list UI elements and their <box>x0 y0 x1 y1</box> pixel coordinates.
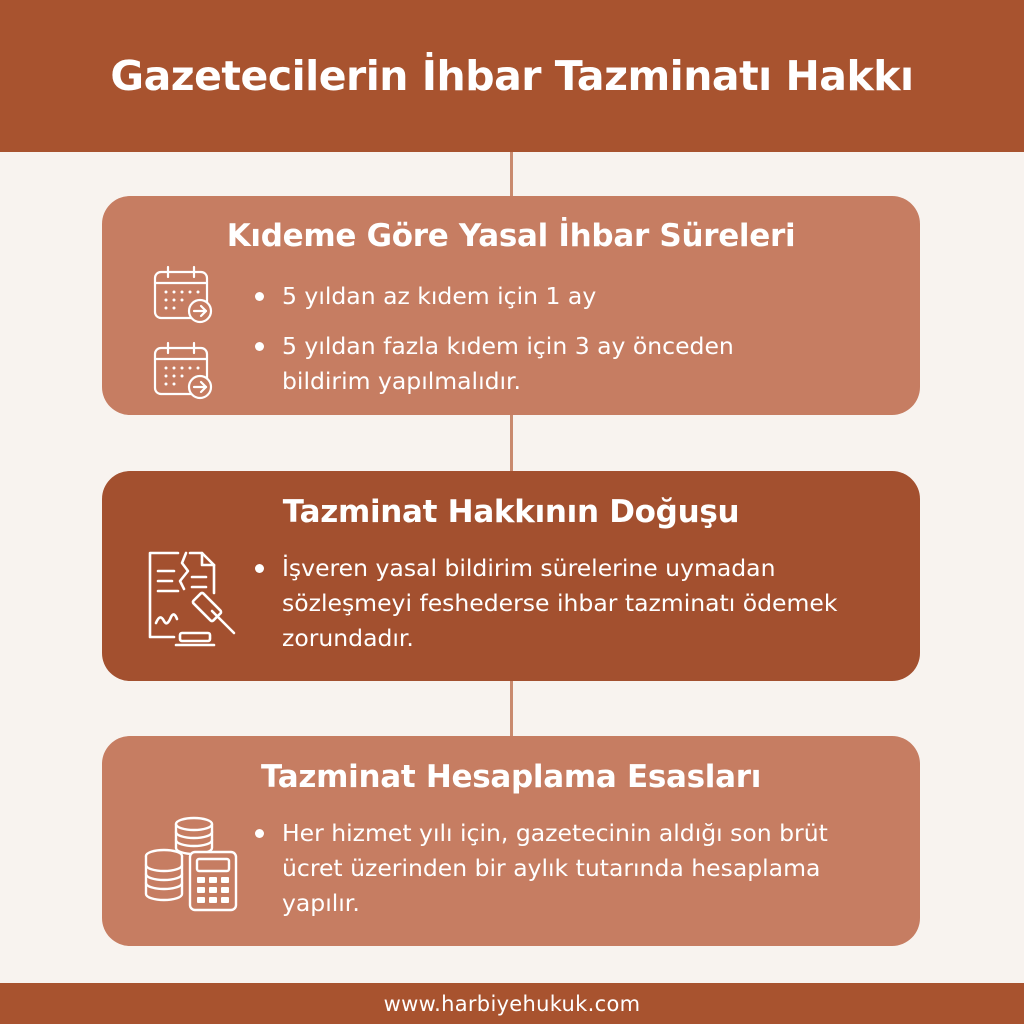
section-card-notice-periods <box>102 196 920 415</box>
section-title: Tazminat Hakkının Doğuşu <box>282 494 740 530</box>
list-item: 5 yıldan az kıdem için 1 ay <box>252 279 812 314</box>
calendar-arrow-icon <box>152 264 216 328</box>
page-title: Gazetecilerin İhbar Tazminatı Hakkı <box>110 52 914 100</box>
footer-bar <box>0 983 1024 1024</box>
list-item: 5 yıldan fazla kıdem için 3 ay önceden bildirim yapılmalıdır. <box>252 329 812 399</box>
calendar-arrow-icon <box>152 340 216 404</box>
torn-contract-gavel-icon <box>142 549 242 649</box>
connector-line-2 <box>510 415 513 471</box>
connector-line-1 <box>510 152 513 196</box>
list-item: Her hizmet yılı için, gazetecinin aldığı son brüt ücret üzerinden bir aylık tutarında hesaplama yapılır. <box>252 816 872 921</box>
list-item: İşveren yasal bildirim sürelerine uymadan sözleşmeyi feshederse ihbar tazminatı ödemek zorundadır. <box>252 551 892 656</box>
section-card-calculation-basis <box>102 736 920 946</box>
footer-url[interactable]: www.harbiyehukuk.com <box>383 991 641 1016</box>
coins-calculator-icon <box>142 814 242 914</box>
bullet-list <box>252 816 872 936</box>
header-banner <box>0 0 1024 152</box>
bullet-list <box>252 551 892 671</box>
connector-line-3 <box>510 681 513 736</box>
section-title: Tazminat Hesaplama Esasları <box>260 759 762 795</box>
bullet-list <box>252 279 812 414</box>
section-title: Kıdeme Göre Yasal İhbar Süreleri <box>226 218 796 254</box>
section-card-compensation-right <box>102 471 920 681</box>
